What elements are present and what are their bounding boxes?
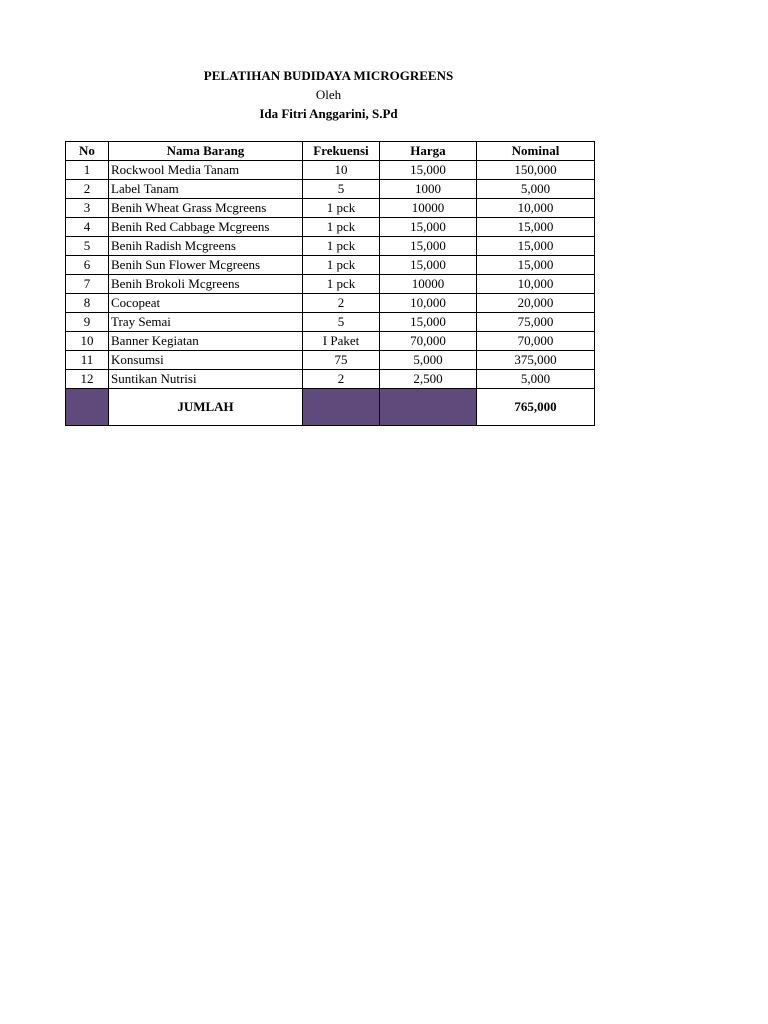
- cell-harga: 1000: [380, 180, 477, 199]
- total-label: JUMLAH: [109, 389, 303, 426]
- cell-nominal: 5,000: [477, 180, 595, 199]
- cell-no: 8: [66, 294, 109, 313]
- cell-no: 1: [66, 161, 109, 180]
- cell-nama-barang: Rockwool Media Tanam: [109, 161, 303, 180]
- cell-harga: 10000: [380, 199, 477, 218]
- cell-nominal: 375,000: [477, 351, 595, 370]
- cell-frekuensi: 75: [303, 351, 380, 370]
- cell-nama-barang: Benih Radish Mcgreens: [109, 237, 303, 256]
- column-header-frekuensi: Frekuensi: [303, 142, 380, 161]
- cell-harga: 70,000: [380, 332, 477, 351]
- cell-harga: 15,000: [380, 256, 477, 275]
- column-header-nama-barang: Nama Barang: [109, 142, 303, 161]
- cell-frekuensi: 2: [303, 294, 380, 313]
- cell-no: 9: [66, 313, 109, 332]
- table-row: [66, 294, 595, 313]
- cell-no: 6: [66, 256, 109, 275]
- cell-no: 10: [66, 332, 109, 351]
- cell-frekuensi: 2: [303, 370, 380, 389]
- total-filled-cell: [303, 389, 380, 426]
- cell-nama-barang: Konsumsi: [109, 351, 303, 370]
- cell-frekuensi: 1 pck: [303, 256, 380, 275]
- column-header-nominal: Nominal: [477, 142, 595, 161]
- table-row: [66, 180, 595, 199]
- cell-harga: 15,000: [380, 161, 477, 180]
- cell-frekuensi: 1 pck: [303, 237, 380, 256]
- document-by-label: Oleh: [315, 87, 342, 102]
- document-author: Ida Fitri Anggarini, S.Pd: [259, 106, 398, 121]
- table-row: [66, 351, 595, 370]
- table-row: [66, 313, 595, 332]
- cell-harga: 2,500: [380, 370, 477, 389]
- cell-nominal: 5,000: [477, 370, 595, 389]
- cell-frekuensi: 5: [303, 313, 380, 332]
- cell-nominal: 15,000: [477, 218, 595, 237]
- cell-nama-barang: Suntikan Nutrisi: [109, 370, 303, 389]
- column-header-harga: Harga: [380, 142, 477, 161]
- cell-no: 11: [66, 351, 109, 370]
- cell-nama-barang: Benih Brokoli Mcgreens: [109, 275, 303, 294]
- cell-nominal: 10,000: [477, 199, 595, 218]
- total-row: [66, 389, 595, 426]
- cell-no: 3: [66, 199, 109, 218]
- cell-nominal: 10,000: [477, 275, 595, 294]
- table-row: [66, 218, 595, 237]
- cell-nominal: 20,000: [477, 294, 595, 313]
- table-header-row: [66, 142, 595, 161]
- cell-harga: 15,000: [380, 237, 477, 256]
- cell-nama-barang: Label Tanam: [109, 180, 303, 199]
- table-row: [66, 256, 595, 275]
- cell-frekuensi: 10: [303, 161, 380, 180]
- cell-nama-barang: Benih Wheat Grass Mcgreens: [109, 199, 303, 218]
- table-body: [66, 161, 595, 426]
- cell-nama-barang: Cocopeat: [109, 294, 303, 313]
- table-row: [66, 370, 595, 389]
- cell-frekuensi: 1 pck: [303, 218, 380, 237]
- cell-nama-barang: Banner Kegiatan: [109, 332, 303, 351]
- cell-no: 4: [66, 218, 109, 237]
- cell-nominal: 75,000: [477, 313, 595, 332]
- table-row: [66, 237, 595, 256]
- cell-nama-barang: Tray Semai: [109, 313, 303, 332]
- cell-nama-barang: Benih Red Cabbage Mcgreens: [109, 218, 303, 237]
- document-title: PELATIHAN BUDIDAYA MICROGREENS: [203, 68, 454, 83]
- cell-frekuensi: 5: [303, 180, 380, 199]
- items-table: [65, 141, 595, 426]
- cell-nominal: 15,000: [477, 237, 595, 256]
- column-header-no: No: [66, 142, 109, 161]
- cell-harga: 10000: [380, 275, 477, 294]
- cell-harga: 15,000: [380, 313, 477, 332]
- cell-harga: 10,000: [380, 294, 477, 313]
- table-row: [66, 332, 595, 351]
- cell-no: 2: [66, 180, 109, 199]
- table-row: [66, 275, 595, 294]
- cell-no: 5: [66, 237, 109, 256]
- cell-frekuensi: I Paket: [303, 332, 380, 351]
- table-row: [66, 161, 595, 180]
- cell-frekuensi: 1 pck: [303, 275, 380, 294]
- cell-nominal: 70,000: [477, 332, 595, 351]
- cell-no: 12: [66, 370, 109, 389]
- cell-nama-barang: Benih Sun Flower Mcgreens: [109, 256, 303, 275]
- cell-harga: 5,000: [380, 351, 477, 370]
- total-filled-cell: [66, 389, 109, 426]
- cell-frekuensi: 1 pck: [303, 199, 380, 218]
- cell-no: 7: [66, 275, 109, 294]
- table-row: [66, 199, 595, 218]
- cell-nominal: 150,000: [477, 161, 595, 180]
- total-nominal: 765,000: [477, 389, 595, 426]
- total-filled-cell: [380, 389, 477, 426]
- cell-harga: 15,000: [380, 218, 477, 237]
- cell-nominal: 15,000: [477, 256, 595, 275]
